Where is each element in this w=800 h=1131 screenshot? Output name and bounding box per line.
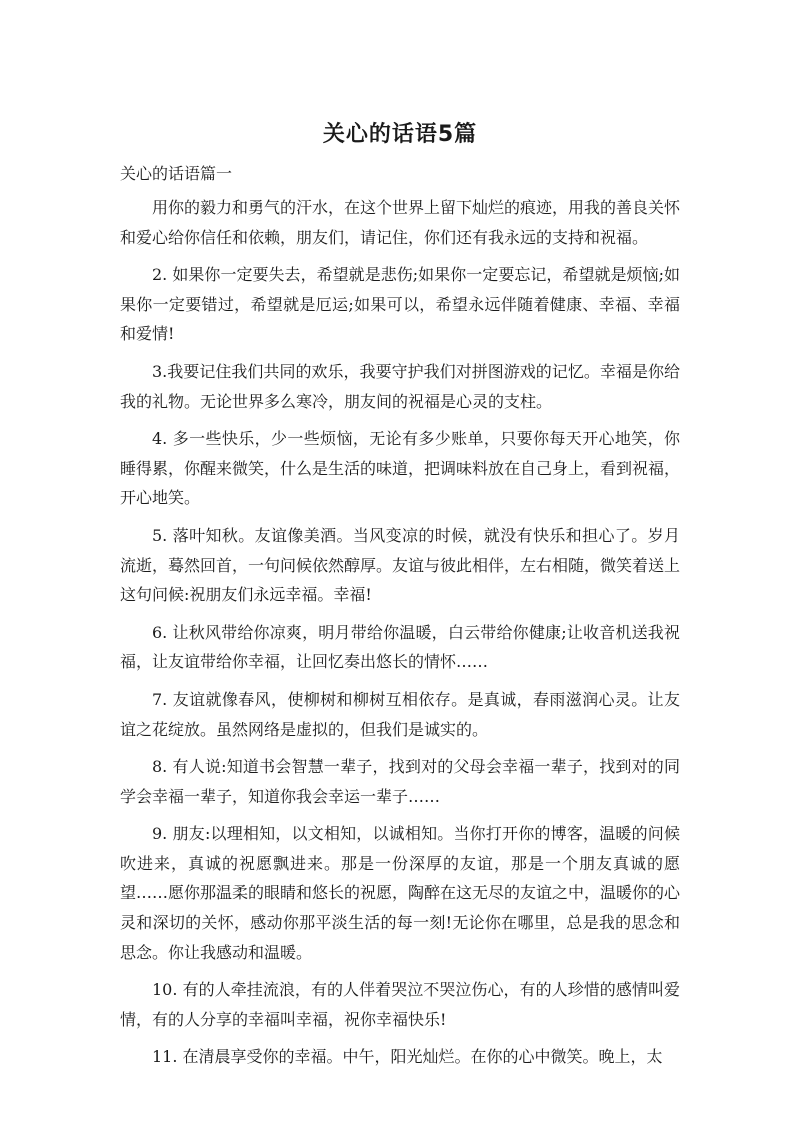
paragraph-2: 2. 如果你一定要失去，希望就是悲伤;如果你一定要忘记，希望就是烦恼;如果你一定要错过，希望就是厄运;如果可以，希望永远伴随着健康、幸福、幸福和爱情! (120, 265, 680, 344)
paragraph-9: 9. 朋友:以理相知，以文相知，以诚相知。当你打开你的博客，温暖的问候吹进来，真诚的祝愿飘进来。那是一份深厚的友谊，那是一个朋友真诚的愿望……愿你那温柔的眼睛和悠长的祝愿，陶醉在这无尽的友谊之中，温暖你的心灵和深切的关怀，感动你那平淡生活的每一刻!无论你在哪里，总是我的思念和思念。你让我感动和温暖。 (120, 824, 681, 962)
paragraph-11: 11. 在清晨享受你的幸福。中午，阳光灿烂。在你的心中微笑。晚上，太 (152, 1047, 663, 1067)
paragraph-3: 3.我要记住我们共同的欢乐，我要守护我们对拼图游戏的记忆。幸福是你给我的礼物。无论世界多么寒冷，朋友间的祝福是心灵的支柱。 (120, 361, 680, 411)
paragraph-8: 8. 有人说:知道书会智慧一辈子，找到对的父母会幸福一辈子，找到对的同学会幸福一辈子，知道你我会幸运一辈子…… (120, 757, 680, 806)
paragraph-6: 6. 让秋风带给你凉爽，明月带给你温暖，白云带给你健康;让收音机送我祝福，让友谊带给你幸福，让回忆奏出悠长的情怀…… (120, 622, 680, 672)
paragraph-7: 7. 友谊就像春风，使柳树和柳树互相依存。是真诚，春雨滋润心灵。让友谊之花绽放。虽然网络是虚拟的，但我们是诚实的。 (120, 689, 680, 739)
section-heading: 关心的话语篇一 (120, 164, 233, 183)
paragraph-5: 5. 落叶知秋。友谊像美酒。当风变凉的时候，就没有快乐和担心了。岁月流逝，蓦然回首，一句问候依然醇厚。友谊与彼此相伴，左右相随，微笑着送上这句问候:祝朋友们永远幸福。幸福! (120, 525, 681, 605)
document-body (120, 193, 680, 1080)
paragraph-1: 用你的毅力和勇气的汗水，在这个世界上留下灿烂的痕迹，用我的善良关怀和爱心给你信任和依赖，朋友们，请记住，你们还有我永远的支持和祝福。 (120, 198, 681, 247)
paragraph-10: 10. 有的人牵挂流浪，有的人伴着哭泣不哭泣伤心，有的人珍惜的感情叫爱情，有的人分享的幸福叫幸福，祝你幸福快乐! (120, 980, 680, 1029)
document-title: 关心的话语5篇 (322, 122, 478, 147)
paragraph-4: 4. 多一些快乐，少一些烦恼，无论有多少账单，只要你每天开心地笑，你睡得累，你醒来微笑，什么是生活的味道，把调味料放在自己身上，看到祝福，开心地笑。 (120, 429, 681, 508)
